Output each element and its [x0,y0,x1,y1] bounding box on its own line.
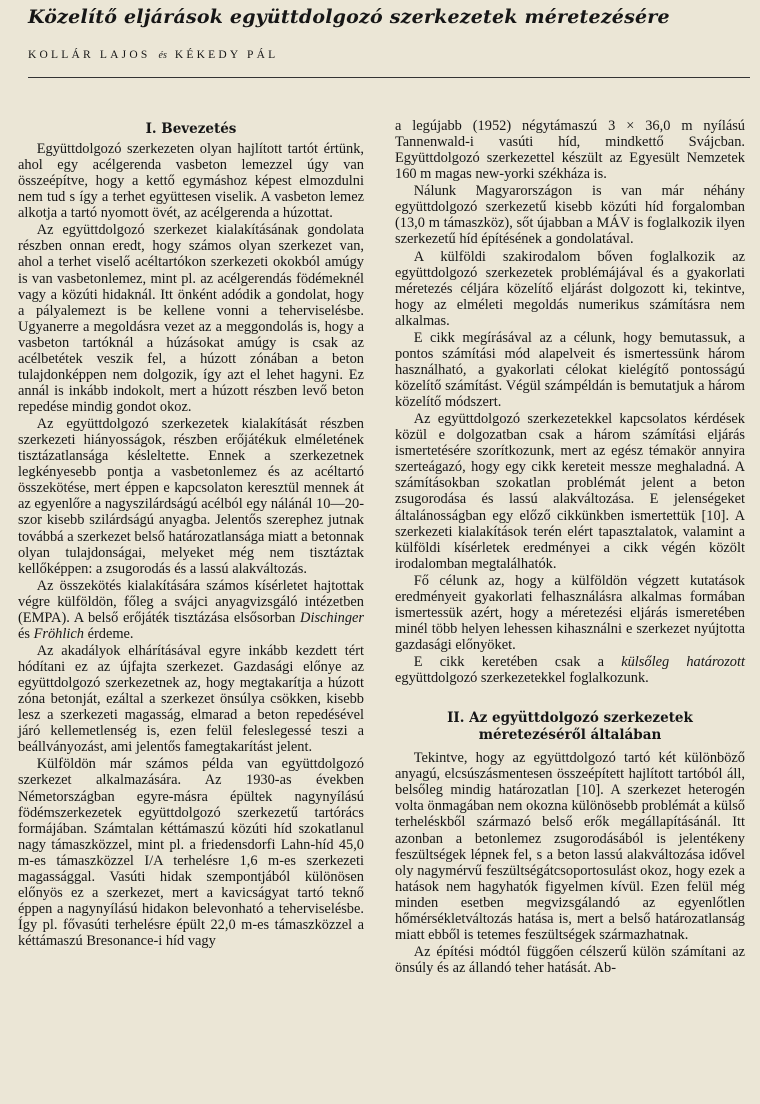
paragraph: Tekintve, hogy az együttdolgozó tartó két különböző anyagú, elcsúszásmentesen összeépített hajlított tartóból áll, belsőleg mindig határozatlan [10]. A szerkezet heterogén volta önmagában nem okozna különösebb problémát a külső terheléskből származó belső erők megállapításánál. Itt azonban a betonlemez zsugorodásából is jelentékeny feszültségek lépnek fel, s a beton lassú alakváltozása idővel oly nagymérvű feszültségátcsoportosulást okoz, hogy ezek a hatások nem hagyhatók figyelmen kívül. Ezen felül még minden esetben megvizsgálandó az egyenlőtlen hőmérsékletváltozás hatása is, mert a belső határozatlanság miatt ebből is tetemes feszültségek származhatnak. [395,750,745,943]
section-2-heading-line: II. Az együttdolgozó szerkezetek [447,710,693,727]
paragraph: Külföldön már számos példa van együttdolgozó szerkezet alkalmazására. Az 1930-as években Németországban egyre-másra épültek nagynyílású födémszerkezetek együttdolgozó szerkezetű tartórács formájában. Számtalan kéttámaszú közúti híd szokatlanul nagy támaszközzel, mint pl. a friedensdorfi Lahn-híd 45,0 m-es támaszközzel I/A terhelésre 1,6 m-es szerkezeti magassággal. Vasúti hidak szempontjából különösen előnyös ez a szerkezet, mert a kavicságyat tartó teknő éppen a nagynyílású hidakon belevonható a teherviselésbe. Így pl. fővasúti terhelésre épült 22,0 m-es támaszközzel a kéttámaszú Bresonance-i híd vagy [18,756,364,950]
paragraph [395,654,745,686]
paragraph [18,578,364,642]
paragraph: a legújabb (1952) négytámaszú 3 × 36,0 m nyílású Tannenwald-i vasúti híd, mindkettő Svájcban. Együttdolgozó szerkezettel készült az Egyesült Nemzetek 160 m magas new-yorki székháza is. [395,118,745,183]
text-run: és [18,625,34,642]
section-2-heading-line: méretezéséről általában [478,727,662,744]
article-title: Közelítő eljárások együttdolgozó szerkezetek méretezésére [28,6,670,28]
left-column [18,141,364,950]
paragraph: Nálunk Magyarországon is van már néhány együttdolgozó szerkezetű kisebb közúti híd forgalomban (13,0 m támaszköz), sőt újabban a MÁV is foglalkozik ilyen szerkezetű híd építésének a gondolatával. [395,183,745,248]
author-first: KOLLÁR LAJOS [28,49,151,61]
paragraph: A külföldi szakirodalom bőven foglalkozik az együttdolgozó szerkezetek problémájával és a gyakorlati méretezés céljára közelítő eljárást dolgozott ki, tekintve, hogy az elméleti megoldás numerikus számításra nem alkalmas. [395,248,745,329]
text-run: E cikk keretében csak a [413,654,622,671]
text-run: Az összekötés kialakítására számos kísérletet hajtottak végre külföldön, főleg a svájci anyagvizsgáló intézetben (EMPA). A belső erőjáték tisztázása elsősorban [18,577,364,626]
paragraph: E cikk megírásával az a célunk, hogy bemutassuk, a pontos számítási mód alapelveit és ismertessünk három használható, a gyakorlati célokat kielégítő pontosságú közelítő számítást. Végül számpéldán is bemutatjuk a három közelítő módszert. [395,329,745,411]
author-name-frohlich: Fröhlich [33,625,84,642]
text-run: érdeme. [83,625,134,642]
author-second: KÉKEDY PÁL [174,49,279,61]
paragraph: Az építési módtól függően célszerű külön számítani az önsúly és az állandó teher hatását. Ab- [395,943,745,976]
emphasis: külsőleg határozott [621,654,746,671]
paragraph: Együttdolgozó szerkezeten olyan hajlított tartót értünk, ahol egy acélgerenda vasbeton lemezzel úgy van összeépítve, hogy a kettő egymáshoz képest elmozdulni nem tud s így a terhet együttesen viselik. A vasbeton lemez alkotja a tartó nyomott övét, az acélgerenda a húzottat. [18,141,364,222]
author-line [28,49,278,61]
paragraph: Az együttdolgozó szerkezetek kialakítását részben szerkezeti hiányosságok, részben erőjátékuk elméletének tisztázatlansága késleltette. Ennek a szerkezetnek legkényesebb pontja a vasbetonlemez és az acéltartó összekötése, mert éppen e kapcsolaton keresztül mennek át az egyenlőre a nagyszilárdságú acélból egy nálánál 10—20-szor kisebb szilárdságú anyagba. Jelentős szerephez jutnak továbbá a szerkezet belső határozatlansága miatt a betonnak olyan tulajdonságai, melyeket még nem tisztáztak kellőképpen: a zsugorodás és a lassú alakváltozás. [18,416,364,577]
title-divider [28,77,750,78]
right-column [395,118,745,977]
author-conjunction: és [158,50,167,61]
paragraph: Fő célunk az, hogy a külföldön végzett kutatások eredményeit gyakorlati felhasználásra alkalmas formában ismertessük azért, hogy a méretezési eljárás ismeretében minél több helyen lehessen kihasználni e szerkezet nyújtotta gazdasági előnyöket. [395,572,745,653]
paragraph: Az együttdolgozó szerkezet kialakításának gondolata részben onnan eredt, hogy számos olyan szerkezet van, ahol a terhet viselő acéltartókon szerkezeti okokból amúgy is van vasbetonlemez, mint pl. az acélgerendás födémeknél vagy a közúti hidaknál. Itt önként adódik a gondolat, hogy a pályalemezt is be kellene vonni a teherviselésbe. Ugyanerre a megoldásra vezet az a meggondolás is, hogy a vasbeton tartóknál a húzásokat amúgy is csak az acélbetétek veszik fel, a húzott zónában a beton tulajdonképpen nem dolgozik, így azt el lehet hagyni. Ez annál is inkább indokolt, mert a húzott részben levő beton repedése mindig gondot okoz. [18,222,364,415]
paragraph: Az együttdolgozó szerkezetekkel kapcsolatos kérdések közül e dolgozatban csak a három számítási eljárás ismertetésére szorítkozunk, mert az egész témakör annyira szerteágazó, hogy egy cikk kereteit messze meghaladná. A számításokban szokatlan problémát jelent a beton zsugorodása és lassú alakváltozása. E jelenségeket általánosságban egy előző cikkünkben ismertettük [10]. A szerkezeti kialakítások terén elért tapasztalatok, valamint a külföldi kísérletek eredményei a cikk végén közölt irodalomban megtalálhatók. [395,411,745,572]
section-2-heading [395,710,745,744]
section-1-heading: I. Bevezetés [145,121,237,137]
paragraph: Az akadályok elhárításával egyre inkább kezdett tért hódítani ez az újfajta szerkezet. Gazdasági előnye az együttdolgozó szerkezetnek az, hogy megtakarítja a húzott zóna betonját, ezáltal a szerkezet önsúlya csökken, kisebb lesz a szerkezeti magasság, elmarad a beton repedésével járó kellemetlenség is, ezen felül feleslegessé teszi a beállványozást, ami jelentős famegtakarítást jelent. [18,642,364,756]
text-run: együttdolgozó szerkezetekkel foglalkozunk. [395,670,649,687]
author-name-dischinger: Dischinger [300,609,364,626]
